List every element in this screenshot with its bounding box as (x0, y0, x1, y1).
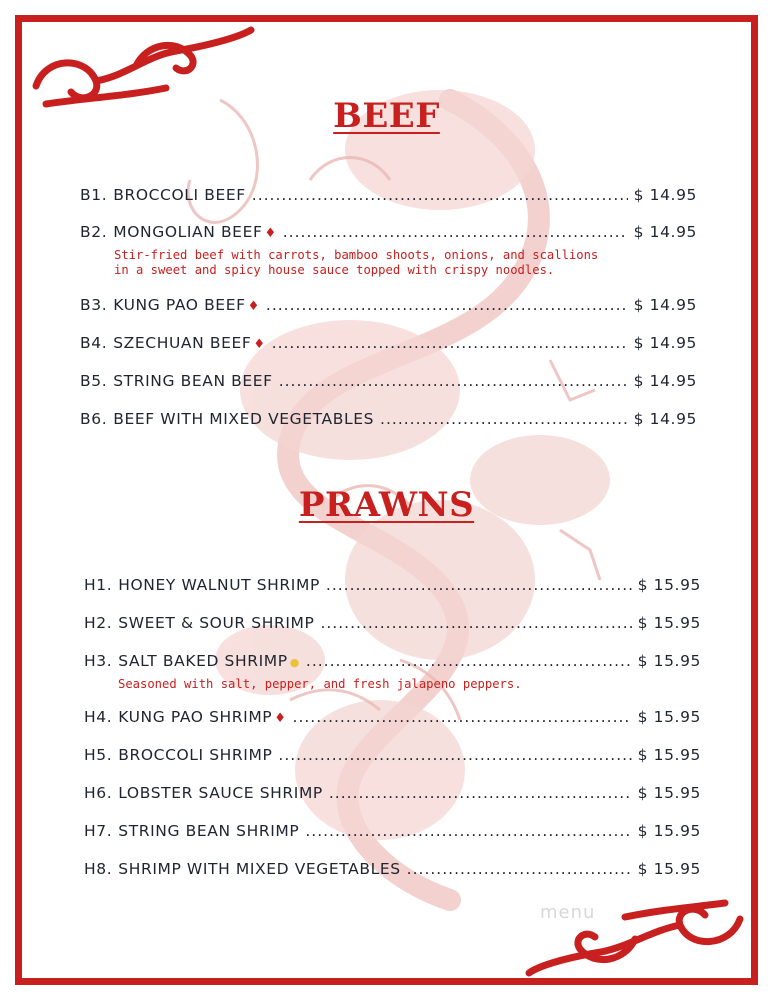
menu-item-h5 (84, 746, 701, 764)
chili-pepper-icon: ♦ (247, 299, 260, 314)
item-price: $ 14.95 (633, 186, 697, 204)
dot-leader (272, 334, 628, 352)
dot-leader (380, 410, 628, 428)
item-description: Seasoned with salt, pepper, and fresh jalapeno peppers. (118, 677, 522, 691)
item-price: $ 15.95 (637, 614, 701, 632)
item-code: H8. (84, 860, 113, 878)
item-name: BROCCOLI SHRIMP (118, 746, 273, 764)
menu-item-h2 (84, 614, 701, 632)
dot-leader (306, 652, 632, 670)
item-price: $ 15.95 (637, 784, 701, 802)
item-name: BEEF WITH MIXED VEGETABLES (113, 410, 375, 428)
item-price: $ 15.95 (637, 652, 701, 670)
item-code: B5. (80, 372, 108, 390)
item-code: H2. (84, 614, 113, 632)
menu-item-h6 (84, 784, 701, 802)
dot-leader (407, 860, 632, 878)
menu-item-b5 (80, 372, 697, 390)
menu-item-b6 (80, 410, 697, 428)
item-price: $ 14.95 (633, 334, 697, 352)
item-code: B6. (80, 410, 108, 428)
item-name: SWEET & SOUR SHRIMP (118, 614, 315, 632)
item-code: H6. (84, 784, 113, 802)
menu-item-h4 (84, 708, 701, 726)
item-name: SALT BAKED SHRIMP (118, 652, 288, 670)
chili-pepper-icon: ♦ (274, 711, 287, 726)
dot-leader (279, 372, 628, 390)
dot-leader (278, 746, 631, 764)
dot-leader (305, 822, 631, 840)
dot-leader (320, 614, 631, 632)
dot-leader (252, 186, 628, 204)
dot-leader (329, 784, 632, 802)
dot-leader (326, 576, 632, 594)
item-code: H3. (84, 652, 113, 670)
item-price: $ 14.95 (633, 372, 697, 390)
item-price: $ 14.95 (633, 410, 697, 428)
item-price: $ 15.95 (637, 708, 701, 726)
item-name: SHRIMP WITH MIXED VEGETABLES (118, 860, 401, 878)
item-name: SZECHUAN BEEF (113, 334, 252, 352)
menu-item-b2 (80, 223, 697, 241)
dot-leader (283, 223, 628, 241)
item-code: H4. (84, 708, 113, 726)
item-name: MONGOLIAN BEEF (113, 223, 263, 241)
menu-item-b4 (80, 334, 697, 352)
menu-item-h7 (84, 822, 701, 840)
item-code: H1. (84, 576, 113, 594)
item-code: B3. (80, 296, 108, 314)
watermark-logo: menu (540, 902, 596, 923)
lemon-icon: ● (289, 656, 300, 669)
chili-pepper-icon: ♦ (264, 226, 277, 241)
item-name: HONEY WALNUT SHRIMP (118, 576, 320, 594)
dot-leader (293, 708, 632, 726)
section-title-prawns: PRAWNS (298, 485, 475, 525)
item-code: H5. (84, 746, 113, 764)
item-code: B1. (80, 186, 108, 204)
section-title-beef: BEEF (333, 96, 440, 136)
item-price: $ 14.95 (633, 296, 697, 314)
item-code: B2. (80, 223, 108, 241)
item-name: STRING BEAN SHRIMP (118, 822, 300, 840)
item-name: BROCCOLI BEEF (113, 186, 246, 204)
item-name: LOBSTER SAUCE SHRIMP (118, 784, 323, 802)
item-price: $ 15.95 (637, 822, 701, 840)
menu-item-b3 (80, 296, 697, 314)
menu-item-b1 (80, 186, 697, 204)
item-price: $ 14.95 (633, 223, 697, 241)
dot-leader (266, 296, 628, 314)
menu-item-h8 (84, 860, 701, 878)
item-code: B4. (80, 334, 108, 352)
item-description: Stir-fried beef with carrots, bamboo shoots, onions, and scallions in a sweet and spicy house sauce topped with crispy noodles. (114, 248, 599, 277)
item-code: H7. (84, 822, 113, 840)
menu-item-h1 (84, 576, 701, 594)
item-name: STRING BEAN BEEF (113, 372, 273, 390)
item-price: $ 15.95 (637, 576, 701, 594)
item-name: KUNG PAO SHRIMP (118, 708, 273, 726)
menu-item-h3 (84, 652, 701, 670)
chili-pepper-icon: ♦ (253, 337, 266, 352)
item-name: KUNG PAO BEEF (113, 296, 246, 314)
item-price: $ 15.95 (637, 746, 701, 764)
item-price: $ 15.95 (637, 860, 701, 878)
